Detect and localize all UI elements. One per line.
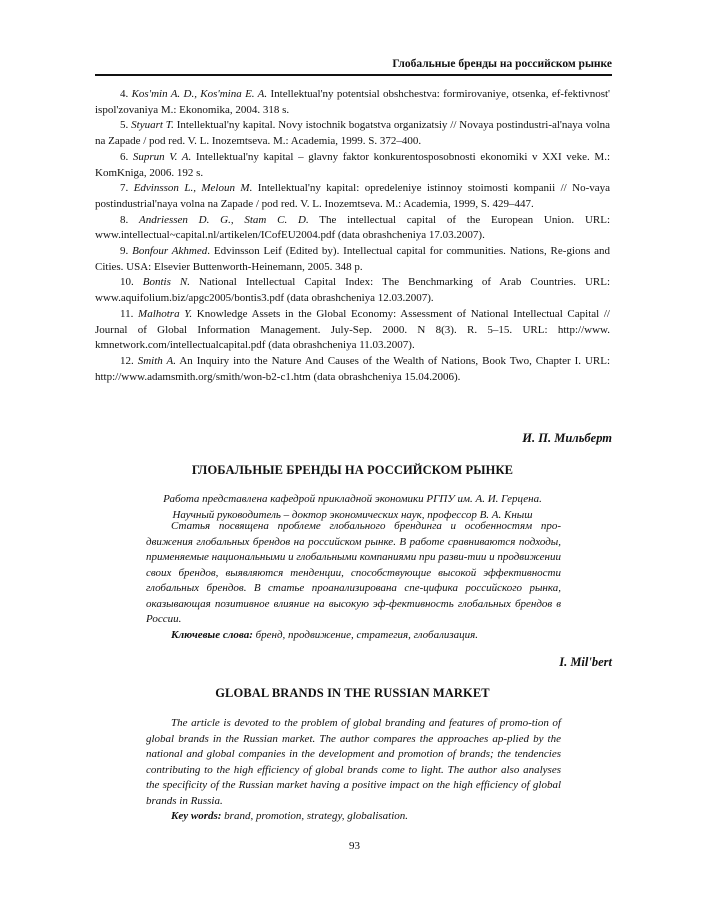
reference-number: 4.: [120, 88, 129, 100]
keywords-label-en: Key words:: [171, 810, 222, 822]
reference-text: An Inquiry into the Nature And Causes of the Wealth of Nations, Book Two, Chapter I. URL: http://www.adamsmith.org/smith/won-b2-c1.htm (data obrashcheniya 15.04.2006).: [95, 354, 611, 383]
article-title-ru: ГЛОБАЛЬНЫЕ БРЕНДЫ НА РОССИЙСКОМ РЫНКЕ: [191, 463, 514, 477]
reference-text: . Edvinsson Leif (Edited by). Intellectual capital for communities. Nations, Re-gions and Cities. USA: Elsevier Buttenworth-Heinemann, 2005. 348 p.: [95, 245, 611, 273]
reference-text: The intellectual capital of the European Union. URL: www.intellectual~capital.nl/artikelen/ICofEU2004.pdf (data obrashcheniya 17.03.2007).: [95, 213, 611, 242]
keywords-en: [146, 809, 561, 825]
abstract-ru: [146, 519, 561, 643]
abstract-text-ru: Статья посвящена проблеме глобального брендинга и особенностям про-движения глобальных брендов на российском рынке. В работе сравниваются подходы, применяемые национальными и глобальными компаниями при разви-тии и продвижении своих брендов, выявляются тенденции, способствующие высокой эффективности глобальных брендов. В статье проанализирована спе-цифика российского рынка, оказывающая позитивное влияние на высокую эф-фективность глобальных брендов в России.: [146, 520, 561, 625]
reference-author: Edvinsson L., Meloun M.: [133, 182, 253, 195]
reference-item: [95, 150, 610, 181]
article-title-en: GLOBAL BRANDS IN THE RUSSIAN MARKET: [215, 686, 490, 700]
reference-item: [95, 87, 610, 118]
reference-author: Kos'min A. D., Kos'mina E. A.: [131, 88, 268, 100]
reference-author: Bonfour Akhmed: [132, 245, 208, 258]
author-name-ru: И. П. Мильберт: [522, 431, 612, 445]
reference-text: Intellektual'ny kapital: opredeleniye istinnoy stoimosti kompanii // No-vaya postindustrial'naya volna na Zapade / pod red. V. L. Inozemtseva. M.: Academia, 1999, S. 429–447.: [95, 182, 610, 210]
reference-text: Knowledge Assets in the Global Economy: Assessment of National Intellectual Capital // Journal of Global Information Management. July-Sep. 2000. N 8(3). R. 5–15. URL: http://www. kmnetwork.com/intellectualcapital.pdf (data obrashcheniya 11.03.2007).: [95, 307, 610, 352]
reference-author: Bontis N.: [142, 276, 190, 289]
reference-text: Intellektual'ny kapital. Novy istochnik bogatstva organizatsiy // Novaya postindustri-al'naya volna na Zapade / pod red. V. L. Inozemtseva. M.: Academia, 1999. S. 372–400.: [95, 119, 611, 148]
affiliation-ru: Работа представлена кафедрой прикладной экономики РГПУ им. А. И. Герцена.: [163, 493, 542, 505]
reference-item: [95, 354, 610, 385]
supervisor-ru: Научный руководитель – доктор экономических наук, профессор В. А. Кныш: [172, 509, 533, 521]
reference-item: [95, 213, 610, 244]
reference-author: Smith A.: [137, 354, 177, 367]
author-name-en: I. Mil'bert: [559, 655, 612, 669]
reference-text: Intellektual'ny potentsial obshchestva: formirovaniye, otsenka, ef-fektivnost' ispol'zovaniya M.: Ekonomika, 2004. 318 s.: [95, 88, 611, 116]
reference-number: 12.: [120, 354, 134, 367]
reference-number: 6.: [120, 150, 129, 163]
keywords-label-ru: Ключевые слова:: [171, 628, 253, 641]
reference-text: Intellektual'ny kapital – glavny faktor konkurentosposobnosti ekonomiki v XXI veke. M.: KomKniga, 2006. 192 s.: [95, 150, 611, 179]
reference-item: [95, 275, 610, 306]
reference-author: Styuart T.: [131, 119, 174, 132]
page-number: 93: [349, 840, 360, 852]
reference-number: 10.: [120, 276, 134, 289]
reference-number: 11.: [120, 307, 134, 320]
reference-number: 9.: [120, 245, 129, 258]
reference-item: [95, 244, 610, 275]
keywords-text-ru: бренд, продвижение, стратегия, глобализация.: [252, 628, 479, 641]
reference-number: 5.: [120, 119, 129, 132]
keywords-text-en: brand, promotion, strategy, globalisation.: [221, 810, 409, 822]
keywords-ru: [146, 628, 561, 644]
reference-number: 7.: [120, 182, 129, 195]
abstract-text-en: The article is devoted to the problem of global branding and features of promo-tion of global brands in the Russian market. The author compares the approaches ap-plied by the national and global companies in the development and promotion of brands; the tendencies contributing to the high efficiency of global brands come to light. The author also analyses the specificity of the Russian market having a positive impact on the high efficiency of global brands in Russia.: [146, 717, 561, 807]
reference-item: [95, 307, 610, 354]
reference-item: [95, 181, 610, 212]
abstract-en: [146, 716, 561, 825]
reference-author: Suprun V. A.: [132, 150, 192, 163]
reference-number: 8.: [120, 213, 129, 226]
reference-list: [95, 87, 610, 385]
reference-author: Malhotra Y.: [138, 307, 193, 320]
reference-item: [95, 118, 610, 149]
reference-text: National Intellectual Capital Index: The Benchmarking of Arab Countries. URL: www.aquifolium.biz/apgc2005/bontis3.pdf (data obrashcheniya 12.03.2007).: [95, 276, 611, 305]
reference-author: Andriessen D. G., Stam C. D.: [139, 213, 309, 226]
running-header: Глобальные бренды на российском рынке: [95, 58, 612, 76]
